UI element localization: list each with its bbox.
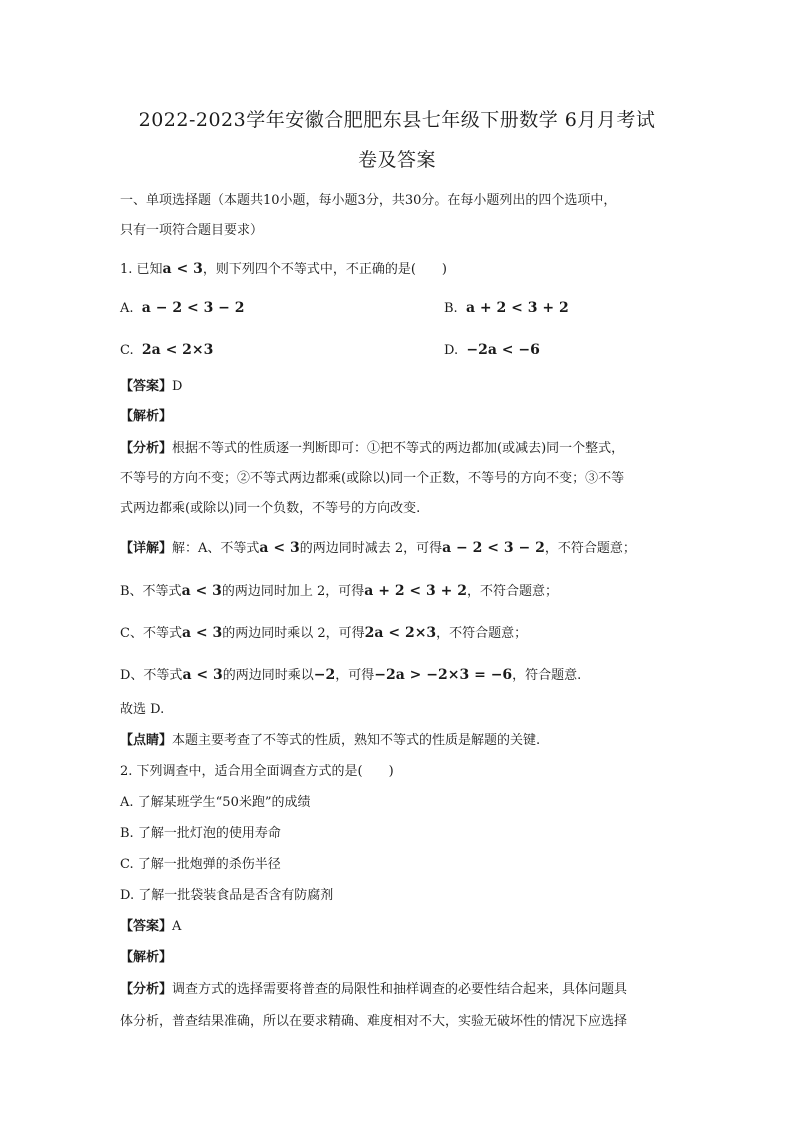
detail-text: ，可得 xyxy=(335,668,375,683)
detail-math: a − 2 < 3 − 2 xyxy=(442,540,545,556)
detail-text: ，符合题意. xyxy=(512,668,582,683)
q1-fenxi-line2: 不等号的方向不变；②不等式两边都乘(或除以)同一个正数，不等号的方向不变；③不等 xyxy=(120,471,625,486)
q1-conclusion: 故选 D. xyxy=(120,702,165,717)
answer-value: A xyxy=(172,919,182,934)
q2-fenxi-line2: 体分析，普查结果准确，所以在要求精确、难度相对不大，实验无破坏性的情况下应选择 xyxy=(120,1014,628,1029)
fenxi-tag: 【分析】 xyxy=(120,982,173,997)
q1-fenxi-line1 xyxy=(120,437,624,456)
q1-stem-text-a: 1. 已知 xyxy=(120,262,163,277)
section-heading-cont: 只有一项符合题目要求） xyxy=(120,223,264,238)
option-math: −2a < −6 xyxy=(466,342,540,358)
detail-math: a < 3 xyxy=(181,583,222,599)
option-math: a − 2 < 3 − 2 xyxy=(141,300,245,316)
q1-option-b xyxy=(444,300,569,316)
detail-math: a < 3 xyxy=(181,625,223,641)
q1-detail-c xyxy=(120,622,527,641)
option-label: D. xyxy=(444,343,459,358)
detail-text: B、不等式 xyxy=(120,584,182,599)
fenxi-text: 调查方式的选择需要将普查的局限性和抽样调查的必要性结合起来，具体问题具 xyxy=(172,982,628,997)
doc-title-line2: 卷及答案 xyxy=(357,149,436,171)
answer-tag: 【答案】 xyxy=(120,919,173,934)
q2-jiexi-tag: 【解析】 xyxy=(120,950,173,965)
detail-text: ，不符合题意； xyxy=(544,541,636,556)
detail-text: 的两边同时减去 2，可得 xyxy=(299,541,443,556)
q1-detail-b xyxy=(120,580,558,599)
q1-option-a xyxy=(120,300,245,316)
option-label: C. xyxy=(120,343,134,358)
q1-detail-a xyxy=(120,537,636,556)
q2-stem: 2. 下列调查中，适合用全面调查方式的是( ) xyxy=(120,764,394,779)
q2-option-d: D. 了解一批袋装食品是否含有防腐剂 xyxy=(120,888,334,903)
detail-math: 2a < 2×3 xyxy=(364,625,437,641)
answer-value: D xyxy=(172,379,183,394)
q1-option-c xyxy=(120,342,213,358)
dianjing-tag: 【点睛】 xyxy=(120,733,173,748)
option-math: 2a < 2×3 xyxy=(141,342,214,358)
section-heading: 一、单项选择题（本题共10小题，每小题3分，共30分。在每小题列出的四个选项中， xyxy=(120,193,617,208)
detail-text: ，不符合题意； xyxy=(436,626,528,641)
q1-stem-text-b: ，则下列四个不等式中，不正确的是( ) xyxy=(202,262,447,277)
doc-title-line1: 2022-2023学年安徽合肥肥东县七年级下册数学 6月月考试 xyxy=(138,109,656,131)
xiangjie-tag: 【详解】 xyxy=(120,541,173,556)
fenxi-tag: 【分析】 xyxy=(120,441,173,456)
detail-math: −2 xyxy=(313,667,336,683)
detail-text: 的两边同时乘以 xyxy=(222,668,314,683)
q1-stem-math: a < 3 xyxy=(162,261,203,277)
detail-math: a + 2 < 3 + 2 xyxy=(364,583,467,599)
q2-option-b: B. 了解一批灯泡的使用寿命 xyxy=(120,826,281,841)
detail-text: ，不符合题意； xyxy=(467,584,559,599)
q1-detail-d xyxy=(120,664,581,683)
detail-math: a < 3 xyxy=(182,667,223,683)
q1-dianjing xyxy=(120,729,540,748)
detail-text: D、不等式 xyxy=(120,668,183,683)
dianjing-text: 本题主要考查了不等式的性质，熟知不等式的性质是解题的关键. xyxy=(172,733,541,748)
q1-option-d xyxy=(444,342,540,358)
q2-option-a: A. 了解某班学生“50米跑”的成绩 xyxy=(120,795,311,810)
option-math: a + 2 < 3 + 2 xyxy=(465,300,569,316)
detail-text: 的两边同时加上 2，可得 xyxy=(221,584,365,599)
detail-text: 解：A、不等式 xyxy=(172,541,260,556)
q2-option-c: C. 了解一批炮弹的杀伤半径 xyxy=(120,857,281,872)
q1-stem xyxy=(120,258,447,277)
detail-text: C、不等式 xyxy=(120,626,182,641)
fenxi-text: 根据不等式的性质逐一判断即可：①把不等式的两边都加(或减去)同一个整式， xyxy=(172,441,625,456)
q1-answer xyxy=(120,375,182,394)
q2-answer xyxy=(120,915,181,934)
option-label: B. xyxy=(444,301,458,316)
answer-tag: 【答案】 xyxy=(120,379,173,394)
q1-fenxi-line3: 式两边都乘(或除以)同一个负数，不等号的方向改变. xyxy=(120,501,421,516)
option-label: A. xyxy=(120,301,134,316)
detail-math: a < 3 xyxy=(259,540,300,556)
detail-math: −2a > −2×3 = −6 xyxy=(374,667,513,683)
detail-text: 的两边同时乘以 2，可得 xyxy=(222,626,365,641)
q1-jiexi-tag: 【解析】 xyxy=(120,409,173,424)
q2-fenxi-line1 xyxy=(120,978,627,997)
